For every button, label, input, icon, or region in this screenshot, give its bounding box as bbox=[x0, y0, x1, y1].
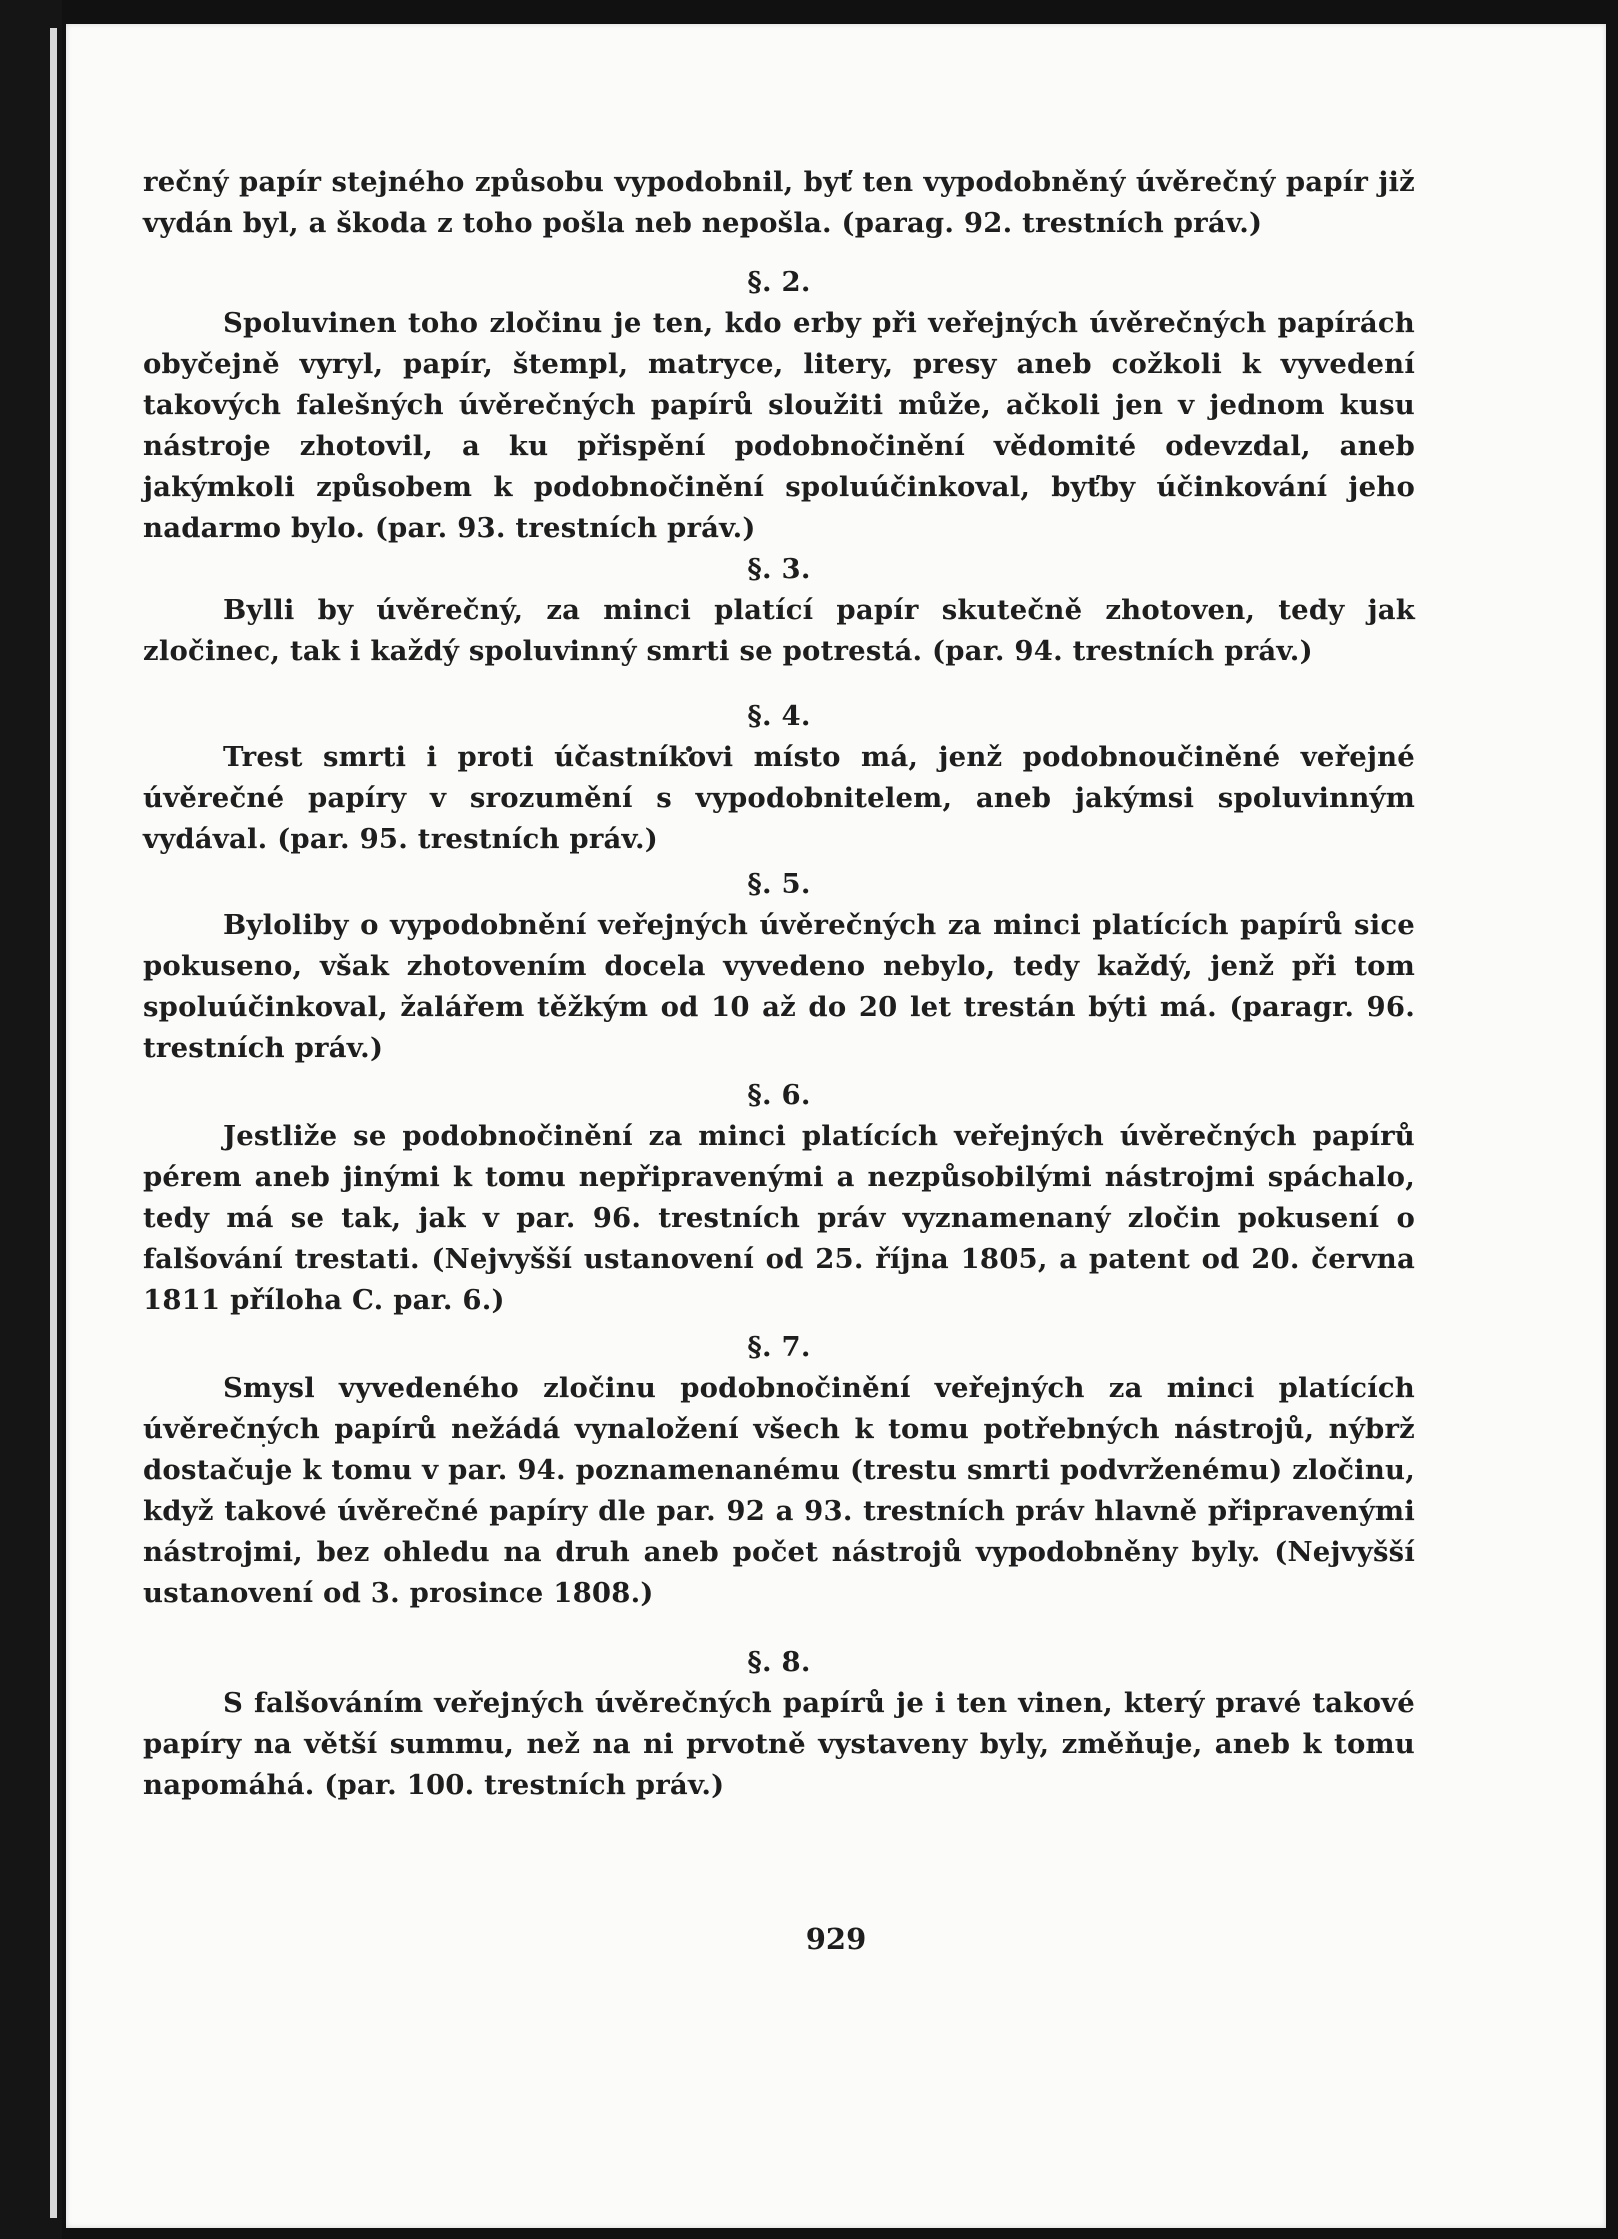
paragraph-section-6: Jestliže se podobnočinění za minci platících veřejných úvěrečných papírů pérem aneb jinými k tomu nepřipravenými a nezpůsobilými nástrojmi spáchalo, tedy má se tak, jak v par. 96. trestních práv vyznamenaný zločin pokusení o falšování trestati. (Nejvyšší ustanovení od 25. října 1805, a patent od 20. června 1811 příloha C. par. 6.) bbox=[143, 1120, 1415, 1316]
paragraph-section-7: Smysl vyvedeného zločinu podobnočinění veřejných za minci platících úvěrečných papírů nežádá vynaložení všech k tomu potřebných nástrojů, nýbrž dostačuje k tomu v par. 94. poznamenanému (trestu smrti podvrženému) zločinu, když takové úvěrečné papíry dle par. 92 a 93. trestních práv hlavně připravenými nástrojmi, bez ohledu na druh aneb počet nástrojů vypodobněny byly. (Nejvyšší ustanovení od 3. prosince 1808.) bbox=[143, 1372, 1415, 1609]
paragraph-section-8: S falšováním veřejných úvěrečných papírů je i ten vinen, který pravé takové papíry na větší summu, než na ni prvotně vystaveny byly, změňuje, aneb k tomu napomáhá. (par. 100. trestních práv.) bbox=[143, 1687, 1415, 1801]
section-heading-5: §. 5. bbox=[747, 868, 811, 900]
section-heading-3: §. 3. bbox=[747, 553, 811, 585]
paragraph-section-2: Spoluvinen toho zločinu je ten, kdo erby při veřejných úvěrečných papírách obyčejně vyryl, papír, štempl, matryce, litery, presy aneb cožkoli k vyvedení takových falešných úvěrečných papírů sloužiti může, ačkoli jen v jednom kusu nástroje zhotovil, a ku přispění podobnočinění vědomité odevzdal, aneb jakýmkoli způsobem k podobnočinění spoluúčinkoval, byťby účinkování jeho nadarmo bylo. (par. 93. trestních práv.) bbox=[143, 307, 1415, 544]
paragraph-section-5: Byloliby o vypodobnění veřejných úvěrečných za minci platících papírů sice pokuseno, však zhotovením docela vyvedeno nebylo, tedy každý, jenž při tom spoluúčinkoval, žalářem těžkým od 10 až do 20 let trestán býti má. (paragr. 96. trestních práv.) bbox=[143, 909, 1415, 1064]
paragraph-section-3: Bylli by úvěrečný, za minci platící papír skutečně zhotoven, tedy jak zločinec, tak i každý spoluvinný smrti se potrestá. (par. 94. trestních práv.) bbox=[143, 594, 1415, 667]
paragraph-continuation: rečný papír stejného způsobu vypodobnil, byť ten vypodobněný úvěrečný papír již vydán byl, a škoda z toho pošla neb nepošla. (parag. 92. trestních práv.) bbox=[143, 166, 1415, 239]
section-heading-6: §. 6. bbox=[747, 1079, 811, 1111]
section-heading-8: §. 8. bbox=[747, 1646, 811, 1678]
section-heading-2: §. 2. bbox=[747, 266, 811, 298]
section-heading-4: §. 4. bbox=[747, 700, 811, 732]
page-number: 929 bbox=[805, 1922, 867, 1956]
document-body bbox=[143, 162, 1415, 1806]
paragraph-section-4: Trest smrti i proti účastníkovi místo má, jenž podobnoučiněné veřejné úvěrečné papíry v srozumění s vypodobnitelem, aneb jakýmsi spoluvinným vydával. (par. 95. trestních práv.) bbox=[143, 741, 1415, 855]
section-heading-7: §. 7. bbox=[747, 1331, 811, 1363]
page-edge bbox=[50, 28, 57, 2218]
